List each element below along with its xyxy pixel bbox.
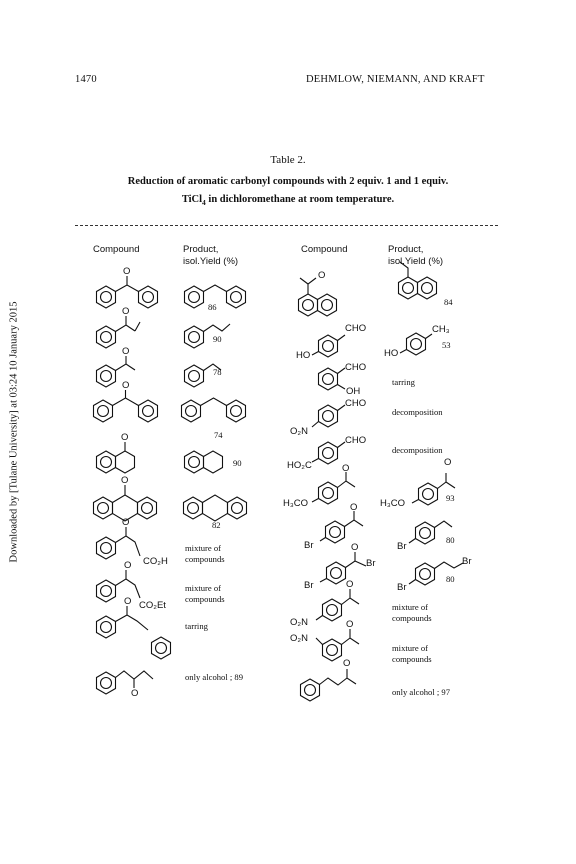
result-note: only alcohol ; 89 <box>185 672 243 682</box>
label-oxygen: O <box>343 658 351 669</box>
label-oh: OH <box>346 386 361 397</box>
hydroxybenzaldehyde-structure <box>312 335 345 357</box>
yield-value: 86 <box>208 302 217 312</box>
label-ch3: CH₃ <box>432 324 450 335</box>
benzylacetone-structure <box>301 669 357 701</box>
label-oxygen: O <box>342 463 350 474</box>
label-cho: CHO <box>345 323 367 334</box>
yield-value: 74 <box>214 430 223 440</box>
bromophenacyl-bromide-structure <box>320 552 366 584</box>
label-co2et: CO₂Et <box>139 600 166 611</box>
yield-value: 90 <box>213 334 222 344</box>
label-oxygen: O <box>123 266 131 277</box>
result-note: tarring <box>185 621 208 631</box>
right-product-header-1: Product, <box>388 244 424 255</box>
result-note: mixture of <box>185 543 222 553</box>
label-ho: HO <box>296 350 311 361</box>
label-h3co: H₃CO <box>283 498 308 509</box>
left-product-header-1: Product, <box>183 244 219 255</box>
left-product-header-2: isol.Yield (%) <box>183 256 239 267</box>
propylbenzene-structure <box>185 324 231 348</box>
label-oxygen: O <box>444 457 452 468</box>
result-note: mixture of <box>185 583 222 593</box>
yield-value: 84 <box>444 297 453 307</box>
label-oxygen: O <box>122 380 130 391</box>
label-oxygen: O <box>122 517 130 528</box>
propiophenone-structure <box>97 316 141 348</box>
label-h3co: H₃CO <box>380 498 405 509</box>
label-oxygen: O <box>121 432 129 443</box>
yield-value: 80 <box>446 574 455 584</box>
label-ho2c: HO₂C <box>287 460 312 471</box>
label-oxygen: O <box>124 596 132 607</box>
label-cho: CHO <box>345 435 367 446</box>
yield-value: 53 <box>442 340 451 350</box>
anthrone-structure <box>94 485 157 521</box>
yield-value: 80 <box>446 535 455 545</box>
acetylnaphthalene-structure <box>299 278 337 316</box>
methoxyacetophenone-structure <box>312 472 355 504</box>
result-note: decomposition <box>392 407 443 417</box>
nitroacetophenone-para-structure <box>316 589 359 621</box>
result-note: tarring <box>392 377 415 387</box>
yield-value: 78 <box>213 367 222 377</box>
salicylaldehyde-structure <box>319 368 346 390</box>
result-note: compounds <box>185 594 225 604</box>
table-caption-line1: Reduction of aromatic carbonyl compounds with 2 equiv. 1 and 1 equiv. <box>127 176 449 187</box>
result-note: only alcohol ; 97 <box>392 687 450 697</box>
benzophenone-structure <box>97 276 158 308</box>
fluorenone-structure <box>94 390 158 422</box>
bromoacetophenone-structure <box>320 511 363 543</box>
label-oxygen: O <box>122 346 130 357</box>
label-oxygen: O <box>122 306 130 317</box>
label-br: Br <box>397 582 407 593</box>
benzylketone-structure <box>97 671 154 694</box>
label-ho: HO <box>384 348 399 359</box>
result-note: mixture of <box>392 602 429 612</box>
yield-value: 93 <box>446 493 455 503</box>
label-oxygen: O <box>351 542 359 553</box>
label-oxygen: O <box>124 560 132 571</box>
tetralin-structure <box>185 451 223 473</box>
benzoylpropionic-acid-structure <box>97 527 141 559</box>
table-title: Table 2. <box>270 154 306 166</box>
label-cho: CHO <box>345 362 367 373</box>
fluorene-structure <box>182 398 246 422</box>
result-note: compounds <box>185 554 225 564</box>
result-note: decomposition <box>392 445 443 455</box>
right-compound-header: Compound <box>301 244 348 255</box>
result-note: compounds <box>392 654 432 664</box>
label-oxygen: O <box>121 475 129 486</box>
nitroacetophenone-meta-structure <box>316 629 359 661</box>
label-co2h: CO₂H <box>143 556 168 567</box>
left-compound-header: Compound <box>93 244 140 255</box>
label-br: Br <box>304 580 314 591</box>
label-br: Br <box>304 540 314 551</box>
chalcone-structure <box>97 606 171 659</box>
right-product-header-2: isol.Yield (%) <box>388 256 444 267</box>
bromophenethyl-bromide-structure <box>409 562 463 585</box>
formylbenzoic-acid-structure <box>312 442 345 464</box>
label-oxygen: O <box>318 270 326 281</box>
ketoester-structure <box>97 570 141 602</box>
dihydroanthracene-structure <box>184 495 247 521</box>
ethylnaphthalene-structure <box>399 262 437 299</box>
result-note: compounds <box>392 613 432 623</box>
download-note: Downloaded by [Tulane University] at 03:24 10 January 2015 <box>8 301 20 563</box>
label-o2n: O₂N <box>290 426 308 437</box>
label-o2n: O₂N <box>290 617 308 628</box>
label-oxygen: O <box>346 579 354 590</box>
cresol-structure <box>400 333 432 355</box>
label-br: Br <box>462 556 472 567</box>
label-br: Br <box>397 541 407 552</box>
yield-value: 90 <box>233 458 242 468</box>
label-oxygen: O <box>131 688 139 699</box>
nitrobenzaldehyde-structure <box>312 405 345 427</box>
label-cho: CHO <box>345 398 367 409</box>
result-note: mixture of <box>392 643 429 653</box>
label-oxygen: O <box>346 619 354 630</box>
label-o2n: O₂N <box>290 633 308 644</box>
table-caption-line2: TiCl$_4$ in dichloromethane at room temperature. <box>181 194 395 208</box>
running-title: DEHMLOW, NIEMANN, AND KRAFT <box>306 74 485 85</box>
label-oxygen: O <box>350 502 358 513</box>
tetralone-structure <box>97 442 135 473</box>
label-br: Br <box>366 558 376 569</box>
page-number: 1470 <box>75 74 97 85</box>
yield-value: 82 <box>212 520 221 530</box>
